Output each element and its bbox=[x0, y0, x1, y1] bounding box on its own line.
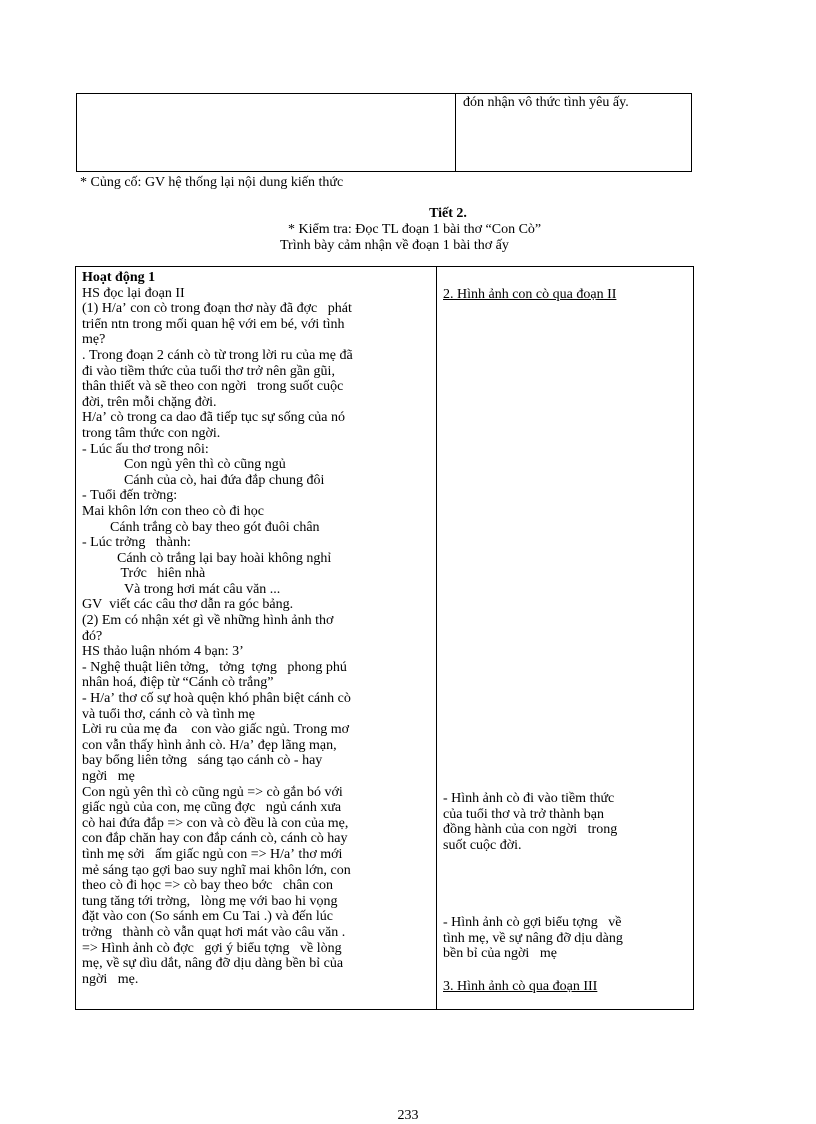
text-line: đời, trên mỗi chặng đời. bbox=[82, 394, 217, 410]
top-table-right-text: đón nhận vô thức tình yêu ấy. bbox=[463, 95, 629, 110]
text-line: nhân hoá, điệp từ “Cánh cò trắng” bbox=[82, 675, 274, 691]
text-line: (2) Em có nhận xét gì về những hình ảnh thơ bbox=[82, 613, 334, 629]
text-line: theo cò đi học => cò bay theo bớc chân con bbox=[82, 878, 334, 894]
text-line: trởng thành cò vẫn quạt hơi mát vào câu văn . bbox=[82, 924, 346, 940]
text-line: Hoạt động 1 bbox=[82, 270, 156, 285]
text-line: đi vào tiềm thức của tuổi thơ trở nên gần gũi, bbox=[82, 363, 335, 379]
text-line: mẻ sáng tạo gợi bao suy nghĩ mai khôn lớn, con bbox=[82, 862, 351, 878]
text-line: HS thảo luận nhóm 4 bạn: 3’ bbox=[82, 644, 244, 660]
text-line: HS đọc lại đoạn II bbox=[82, 285, 185, 301]
text-line: Lời ru của mẹ đa con vào giấc ngủ. Trong mơ bbox=[82, 722, 350, 738]
text-line: Mai khôn lớn con theo cò đi học bbox=[82, 503, 264, 519]
text-line: - Nghệ thuật liên tởng, tởng tợng phong phú bbox=[82, 659, 347, 675]
text-line: con vẫn thấy hình ảnh cò. H/a’ đẹp lãng mạn, bbox=[82, 737, 337, 753]
text-line: con đắp chăn hay con đắp cánh cò, cánh cò hay bbox=[82, 831, 348, 847]
lesson-present: Trình bày cảm nhận về đoạn 1 bài thơ ấy bbox=[280, 238, 509, 253]
text-line: tung tăng tới trờng, lòng mẹ với bao hi vọng bbox=[82, 893, 338, 909]
page-number: 233 bbox=[397, 1108, 419, 1123]
text-line: Cánh của cò, hai đứa đắp chung đôi bbox=[82, 472, 325, 488]
text-line: H/a’ cò trong ca dao đã tiếp tục sự sống của nó bbox=[82, 410, 346, 426]
text-line: Con ngủ yên thì cò cũng ngủ => cò gắn bó với bbox=[82, 784, 343, 800]
text-line: Và trong hơi mát câu văn ... bbox=[82, 581, 281, 597]
text-line: thân thiết và sẽ theo con ngời trong suốt cuộc bbox=[82, 379, 344, 395]
text-line: Con ngủ yên thì cò cũng ngủ bbox=[82, 457, 286, 473]
text-line: - Lúc ấu thơ trong nôi: bbox=[82, 441, 209, 457]
text-line: giấc ngủ của con, mẹ cũng đợc ngủ cánh xưa bbox=[82, 800, 342, 816]
right-note-2 bbox=[443, 915, 623, 962]
text-line: Cánh cò trắng lại bay hoài không nghỉ bbox=[82, 550, 332, 566]
text-line: tình mẹ sởi ấm giấc ngủ con => H/a’ thơ mới bbox=[82, 846, 343, 862]
consolidation-note: * Củng cố: GV hệ thống lại nội dung kiến thức bbox=[80, 175, 344, 190]
text-line: ngời mẹ. bbox=[82, 971, 139, 987]
main-table-divider bbox=[436, 266, 437, 1010]
text-line: bay bổng liên tởng sáng tạo cánh cò - hay bbox=[82, 753, 323, 769]
text-line: bền bỉ của ngời mẹ bbox=[443, 946, 557, 962]
text-line: - Hình ảnh cò đi vào tiềm thức bbox=[443, 791, 615, 806]
text-line: đồng hành của con ngời trong bbox=[443, 822, 618, 838]
text-line: đặt vào con (So sánh em Cu Tai .) và đến lúc bbox=[82, 909, 333, 925]
top-table-divider bbox=[455, 93, 456, 172]
text-line: - H/a’ thơ cố sự hoà quện khó phân biệt cánh cò bbox=[82, 691, 351, 707]
text-line: ngời mẹ bbox=[82, 769, 135, 784]
text-line: GV viết các câu thơ dẫn ra góc bảng. bbox=[82, 597, 294, 613]
text-line: suốt cuộc đời. bbox=[443, 837, 522, 853]
text-line: - Tuổi đến trờng: bbox=[82, 488, 178, 504]
text-line: trong tâm thức con ngời. bbox=[82, 425, 221, 441]
text-line: . Trong đoạn 2 cánh cò từ trong lời ru của mẹ đã bbox=[82, 347, 353, 363]
text-line: triển ntn trong mối quan hệ với em bé, với tình bbox=[82, 316, 345, 332]
text-line: đó? bbox=[82, 628, 103, 644]
text-line: tình mẹ, về sự nâng đỡ dịu dàng bbox=[443, 930, 623, 946]
text-line: cò hai đứa đắp => con và cò đều là con của mẹ, bbox=[82, 815, 349, 831]
text-line: mẹ? bbox=[82, 332, 106, 348]
text-line: Cánh trắng cò bay theo gót đuôi chân bbox=[82, 519, 320, 535]
lesson-title: Tiết 2. bbox=[429, 206, 467, 221]
text-line: - Hình ảnh cò gợi biểu tợng về bbox=[443, 915, 622, 930]
section-3-heading: 3. Hình ảnh cò qua đoạn III bbox=[443, 979, 598, 994]
text-line: của tuổi thơ và trở thành bạn bbox=[443, 806, 604, 822]
text-line: mẹ, về sự dìu dắt, nâng đỡ dịu dàng bền bỉ của bbox=[82, 956, 344, 972]
section-2-heading: 2. Hình ảnh con cò qua đoạn II bbox=[443, 287, 617, 302]
right-note-1 bbox=[443, 791, 617, 853]
text-line: (1) H/a’ con cò trong đoạn thơ này đã đợc phát bbox=[82, 301, 352, 317]
left-column-content bbox=[82, 270, 353, 987]
text-line: - Lúc trởng thành: bbox=[82, 535, 191, 551]
lesson-check: * Kiểm tra: Đọc TL đoạn 1 bài thơ “Con Cò” bbox=[288, 222, 542, 237]
text-line: Trớc hiên nhà bbox=[82, 566, 206, 582]
text-line: và tuổi thơ, cánh cò và tình mẹ bbox=[82, 706, 256, 722]
text-line: => Hình ảnh cò đợc gợi ý biểu tợng về lòng bbox=[82, 940, 342, 956]
